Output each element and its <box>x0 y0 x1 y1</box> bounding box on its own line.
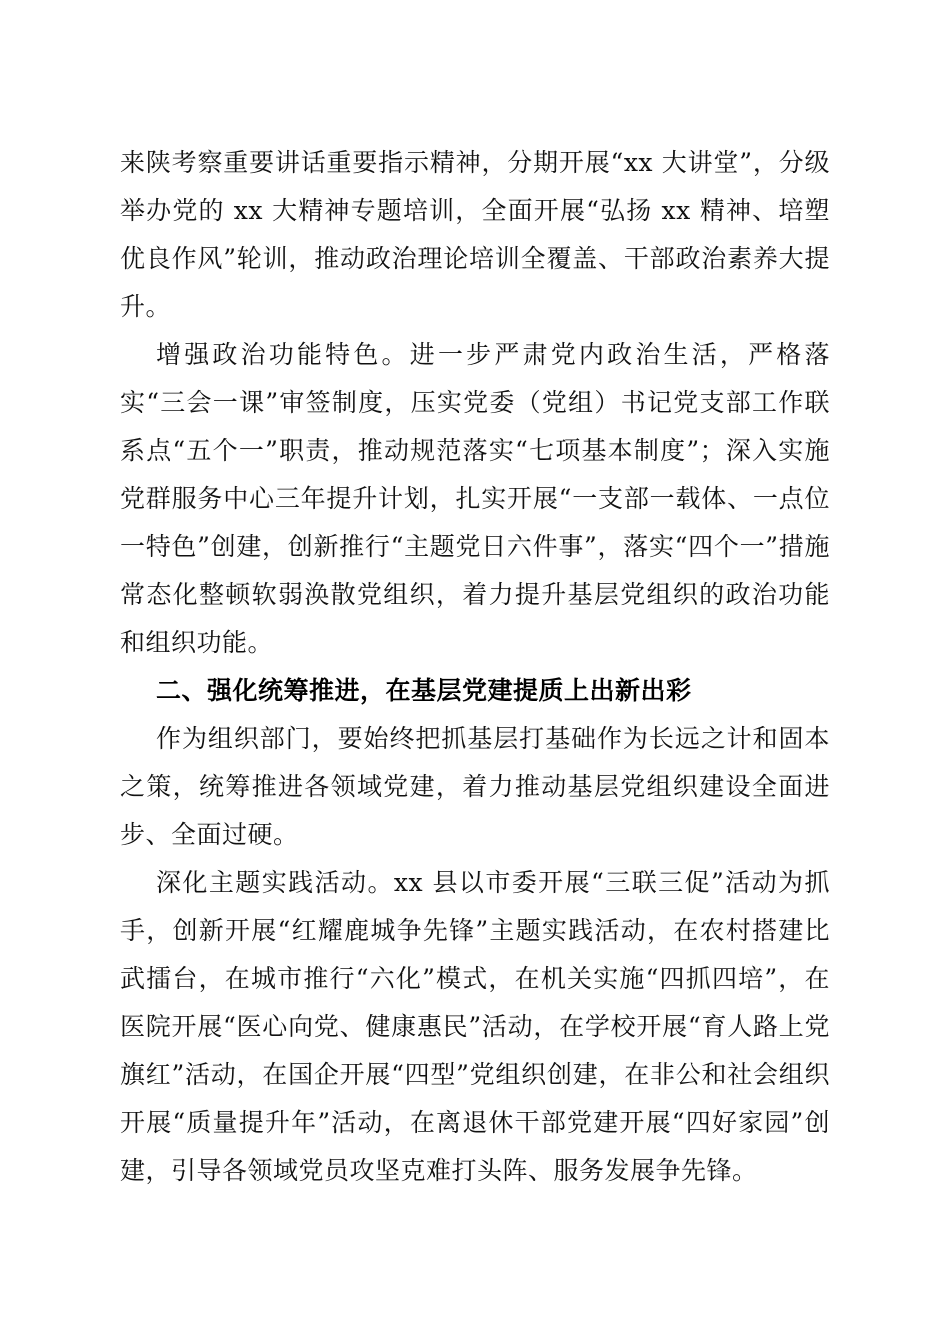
document-body <box>120 139 830 1195</box>
paragraph-organization-dept: 作为组织部门，要始终把抓基层打基础作为长远之计和固本之策，统筹推进各领域党建，着力推动基层党组织建设全面进步、全面过硬。 <box>120 724 830 849</box>
section-heading-2: 二、强化统筹推进，在基层党建提质上出新出彩 <box>156 676 692 705</box>
paragraph-continuation: 来陕考察重要讲话重要指示精神，分期开展“xx 大讲堂”，分级举办党的 xx 大精神专题培训，全面开展“弘扬 xx 精神、培塑优良作风”轮训，推动政治理论培训全覆盖、干部政治素养大提升。 <box>120 148 830 321</box>
paragraph-theme-practice: 深化主题实践活动。xx 县以市委开展“三联三促”活动为抓手，创新开展“红耀鹿城争先锋”主题实践活动，在农村搭建比武擂台，在城市推行“六化”模式，在机关实施“四抓四培”，在医院开展“医心向党、健康惠民”活动，在学校开展“育人路上党旗红”活动，在国企开展“四型”党组织创建，在非公和社会组织开展“质量提升年”活动，在离退休干部党建开展“四好家园”创建，引导各领域党员攻坚克难打头阵、服务发展争先锋。 <box>120 868 830 1185</box>
paragraph-political-function: 增强政治功能特色。进一步严肃党内政治生活，严格落实“三会一课”审签制度，压实党委（党组）书记党支部工作联系点“五个一”职责，推动规范落实“七项基本制度”；深入实施党群服务中心三年提升计划，扎实开展“一支部一载体、一点位一特色”创建，创新推行“主题党日六件事”，落实“四个一”措施常态化整顿软弱涣散党组织，着力提升基层党组织的政治功能和组织功能。 <box>120 340 830 657</box>
